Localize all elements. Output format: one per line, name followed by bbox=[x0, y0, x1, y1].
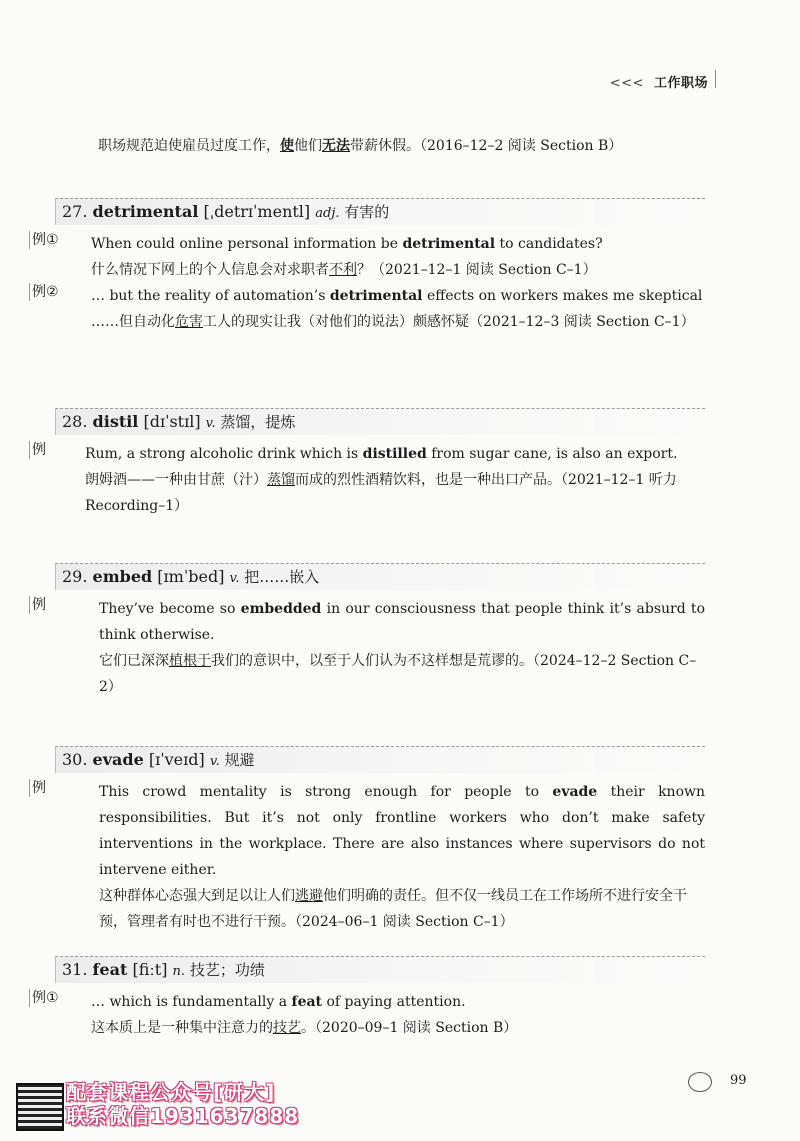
example-tag: 例② bbox=[29, 283, 61, 301]
example bbox=[32, 779, 705, 935]
definition: 把……嵌入 bbox=[239, 568, 320, 586]
example-tag: 例① bbox=[29, 989, 61, 1007]
example-tag: 例 bbox=[29, 779, 48, 797]
headword: detrimental bbox=[92, 202, 199, 221]
definition: 技艺；功绩 bbox=[185, 961, 265, 979]
example bbox=[32, 441, 705, 519]
example-tag: 例 bbox=[29, 596, 48, 614]
example bbox=[32, 989, 705, 1041]
entry-heading: 31. feat [fiːt] n. 技艺；功绩 bbox=[55, 956, 705, 983]
page-number: 99 bbox=[730, 1073, 747, 1088]
promo-watermark bbox=[66, 1080, 299, 1128]
vocab-entry-evade bbox=[32, 746, 705, 935]
phonetic: [fiːt] bbox=[127, 960, 173, 979]
example-zh: 这种群体心态强大到足以让人们逃避他们明确的责任。但不仅一线员工在工作场所不进行安全干预，管理者有时也不进行干预。（2024–06–1 阅读 Section C–1） bbox=[99, 888, 687, 930]
phonetic: [dɪˈstɪl] bbox=[138, 412, 206, 431]
part-of-speech: n. bbox=[172, 964, 186, 979]
example-en: They’ve become so embedded in our consciousness that people think it’s absurd to think otherwise. bbox=[99, 601, 705, 643]
vocab-entry-distil bbox=[32, 408, 705, 519]
example-tag: 例① bbox=[29, 231, 61, 249]
example-en: This crowd mentality is strong enough for people to evade their known responsibilities. But it’s not only frontline workers who don’t make safety interventions in the workplace. There are also instances where supervisors do not intervene either. bbox=[99, 784, 705, 878]
example-zh: 它们已深深植根于我们的意识中，以至于人们认为不这样想是荒谬的。（2024–12–2 Section C–2） bbox=[99, 653, 697, 695]
part-of-speech: v. bbox=[209, 754, 220, 769]
example-zh: 什么情况下网上的个人信息会对求职者不利？（2021–12–1 阅读 Section C–1） bbox=[91, 262, 597, 278]
headword: evade bbox=[92, 750, 144, 769]
page-circle-icon bbox=[688, 1072, 712, 1092]
definition: 规避 bbox=[219, 751, 255, 769]
example-zh: ……但自动化危害工人的现实让我（对他们的说法）颇感怀疑（2021–12–3 阅读 Section C–1） bbox=[91, 314, 695, 330]
headword: feat bbox=[92, 960, 128, 979]
example bbox=[32, 231, 705, 283]
example-en: … which is fundamentally a feat of paying attention. bbox=[91, 994, 466, 1010]
intro-translation: 职场规范迫使雇员过度工作，使他们无法带薪休假。（2016–12–2 阅读 Section B） bbox=[98, 138, 623, 154]
example-zh: 这本质上是一种集中注意力的技艺。（2020–09–1 阅读 Section B） bbox=[91, 1020, 518, 1036]
example bbox=[32, 283, 705, 335]
entry-heading: 30. evade [ɪˈveɪd] v. 规避 bbox=[55, 746, 705, 773]
entry-heading: 28. distil [dɪˈstɪl] v. 蒸馏，提炼 bbox=[55, 408, 705, 435]
vocab-entry-embed bbox=[32, 563, 705, 700]
part-of-speech: adj. bbox=[315, 206, 340, 221]
vocab-entry-feat bbox=[32, 956, 705, 1041]
example bbox=[32, 596, 705, 700]
vocab-entry-detrimental bbox=[32, 198, 705, 335]
header-arrows: <<< bbox=[609, 76, 644, 91]
headword: embed bbox=[92, 567, 153, 586]
definition: 有害的 bbox=[339, 203, 390, 221]
phonetic: [ɪmˈbed] bbox=[152, 567, 230, 586]
promo-line-1: 配套课程公众号[研大] bbox=[66, 1080, 276, 1104]
phonetic: [ɪˈveɪd] bbox=[143, 750, 210, 769]
keyword: 使 bbox=[280, 138, 294, 154]
example-en: … but the reality of automation’s detrimental effects on workers makes me skeptical bbox=[91, 288, 703, 304]
headword: distil bbox=[92, 412, 139, 431]
phonetic: [ˌdetrɪˈmentl] bbox=[198, 202, 316, 221]
entry-heading: 29. embed [ɪmˈbed] v. 把……嵌入 bbox=[55, 563, 705, 590]
part-of-speech: v. bbox=[205, 416, 216, 431]
header-section-title: 工作职场 bbox=[653, 76, 708, 91]
entry-heading: 27. detrimental [ˌdetrɪˈmentl] adj. 有害的 bbox=[55, 198, 705, 225]
running-header bbox=[610, 72, 708, 91]
example-tag: 例 bbox=[29, 441, 48, 459]
definition: 蒸馏，提炼 bbox=[215, 413, 296, 431]
part-of-speech: v. bbox=[229, 571, 240, 586]
example-zh: 朗姆酒——一种由甘蔗（汁）蒸馏而成的烈性酒精饮料，也是一种出口产品。（2021–12–1 听力 Recording–1） bbox=[85, 472, 677, 514]
promo-line-2: 联系微信1931637888 bbox=[66, 1104, 300, 1128]
example-en: Rum, a strong alcoholic drink which is distilled from sugar cane, is also an export. bbox=[85, 446, 678, 462]
keyword: 无法 bbox=[322, 138, 350, 154]
qr-code-icon bbox=[18, 1085, 62, 1129]
example-en: When could online personal information be detrimental to candidates? bbox=[91, 236, 603, 252]
